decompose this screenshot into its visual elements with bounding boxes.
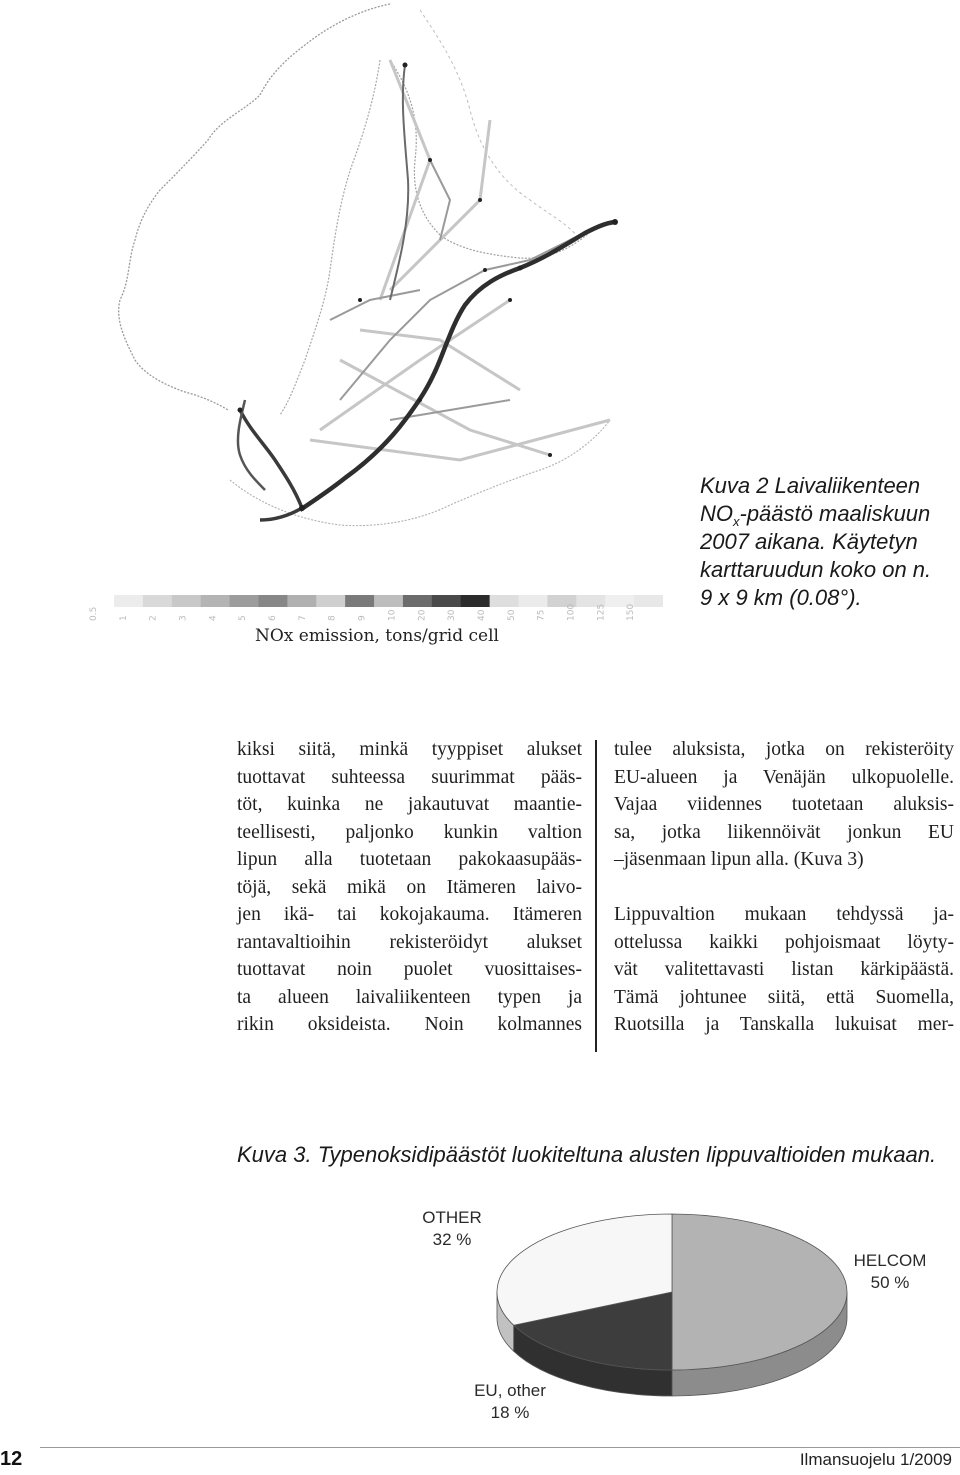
scandinavia-coastline — [119, 4, 390, 410]
finland-coast — [390, 60, 590, 258]
legend-swatch — [461, 595, 490, 607]
text-line: tuottavat suhteessa suurimmat pääs- — [237, 766, 582, 788]
pie-label-name: HELCOM — [853, 1251, 927, 1270]
text-line: ottelussa kaikki pohjoismaat löyty- — [614, 931, 954, 953]
caption-line: karttaruudun koko on n. — [700, 557, 932, 582]
legend-tick-label: 7 — [297, 615, 308, 621]
text-line: Ruotsilla ja Tanskalla lukuisat mer- — [614, 1014, 954, 1035]
legend-swatch — [403, 595, 432, 607]
legend-tick-label: 20 — [417, 609, 428, 621]
finland-russia-border — [420, 10, 580, 240]
legend-swatch — [374, 595, 403, 607]
caption-nox-rest: -päästö maaliskuun — [739, 501, 931, 526]
text-line: lipun alla tuotetaan pakokaasupääs- — [237, 849, 582, 870]
pie-label-eu-other — [455, 1380, 565, 1424]
legend-tick-label: 3 — [178, 615, 189, 621]
caption-nox: NO — [700, 501, 733, 526]
legend-tick-label: 30 — [447, 609, 458, 621]
text-line: Lippuvaltion mukaan tehdyssä ja- — [614, 904, 954, 925]
paragraph-gap — [614, 874, 954, 902]
figure2-caption — [700, 472, 955, 612]
legend-swatch — [201, 595, 230, 607]
main-shipping-route — [300, 222, 615, 510]
legend-title: NOx emission, tons/grid cell — [255, 626, 499, 646]
text-line: sa, jotka liikennöivät jonkun EU — [614, 821, 954, 843]
text-line: –jäsenmaan lipun alla. (Kuva 3) — [614, 849, 864, 870]
caption-line — [700, 500, 955, 528]
legend-tick-label: 10 — [387, 609, 398, 621]
kattegat-route — [240, 410, 302, 520]
pie-label-name: OTHER — [422, 1208, 482, 1227]
legend-swatch — [143, 595, 172, 607]
column-divider — [595, 740, 597, 1052]
caption-nox-subscript: x — [733, 514, 740, 529]
legend-tick-label: 150 — [626, 603, 637, 621]
footer-rule — [40, 1447, 960, 1448]
text-line: jen ikä- tai kokojakauma. Itämeren — [237, 904, 582, 925]
text-line: tulee aluksista, jotka on rekisteröity — [614, 739, 954, 760]
port-dots — [238, 63, 619, 512]
legend-tick-label: 0.5 — [89, 606, 99, 621]
legend-tick-label: 75 — [536, 609, 547, 621]
legend-swatch — [172, 595, 201, 607]
publication-name: Ilmansuojelu 1/2009 — [799, 1450, 952, 1469]
legend-tick-label: 50 — [506, 609, 517, 621]
text-line: EU-alueen ja Venäjän ulkopuolelle. — [614, 766, 954, 788]
shipping-lanes-mid — [330, 160, 590, 420]
body-column-left — [237, 736, 582, 1039]
legend-swatch — [114, 595, 143, 607]
text-line: Vajaa viidennes tuotetaan aluksis- — [614, 794, 954, 815]
legend-swatch — [432, 595, 461, 607]
legend-swatch — [230, 595, 259, 607]
pie-label-other — [402, 1207, 502, 1251]
legend-swatch — [287, 595, 316, 607]
text-line: töjä, sekä mikä on Itämeren laivo- — [237, 876, 582, 898]
pie-label-value: 18 % — [490, 1403, 530, 1422]
text-line: tuottavat noin puolet vuosittaises- — [237, 959, 582, 980]
legend-tick-label: 1 — [118, 615, 129, 621]
legend-tick-label: 4 — [208, 615, 219, 621]
legend-swatch — [490, 595, 519, 607]
legend-tick-label: 8 — [327, 615, 338, 621]
shipping-lanes-light — [310, 60, 610, 460]
text-line: rantavaltioihin rekisteröidyt alukset — [237, 931, 582, 953]
body-column-right — [614, 736, 954, 1039]
pie-label-helcom — [835, 1250, 945, 1294]
baltic-shipping-nox-map — [90, 0, 680, 600]
legend-tick-label: 6 — [268, 615, 279, 621]
figure3-caption: Kuva 3. Typenoksidipäästöt luokiteltuna alusten lippuvaltioiden mukaan. — [237, 1142, 937, 1167]
oslo-route — [238, 400, 265, 490]
text-line: töt, kuinka ne jakautuvat maantie- — [237, 794, 582, 815]
text-line: Tämä johtunee siitä, että Suomella, — [614, 986, 954, 1008]
text-line: ta alueen laivaliikenteen typen ja — [237, 986, 582, 1008]
text-line: kiksi siitä, minkä tyyppiset alukset — [237, 739, 582, 760]
legend-swatch — [634, 595, 663, 607]
text-line: teellisesti, paljonko kunkin valtion — [237, 821, 582, 843]
nox-legend-scale — [88, 593, 663, 623]
legend-tick-label: 100 — [566, 603, 577, 621]
legend-tick-label: 40 — [476, 609, 487, 621]
caption-line: Kuva 2 Laivaliikenteen — [700, 473, 921, 498]
legend-swatch — [519, 595, 548, 607]
text-line: rikin oksideista. Noin kolmannes — [237, 1014, 582, 1035]
legend-swatch — [258, 595, 287, 607]
legend-tick-label: 5 — [238, 615, 249, 621]
pie-label-value: 50 % — [870, 1273, 910, 1292]
caption-line: 9 x 9 km (0.08°). — [700, 585, 862, 610]
pie-label-value: 32 % — [432, 1230, 472, 1249]
caption-line: 2007 aikana. Käytetyn — [700, 529, 918, 554]
page-number: 12 — [0, 1448, 23, 1470]
sweden-east-coast — [280, 60, 380, 415]
legend-tick-label: 2 — [148, 615, 159, 621]
pie-label-name: EU, other — [474, 1381, 546, 1400]
text-line: vät valitettavasti listan kärkipäästä. — [614, 959, 954, 980]
legend-swatch — [316, 595, 345, 607]
legend-tick-label: 9 — [357, 615, 368, 621]
legend-swatch — [345, 595, 374, 607]
legend-tick-label: 125 — [596, 603, 607, 621]
